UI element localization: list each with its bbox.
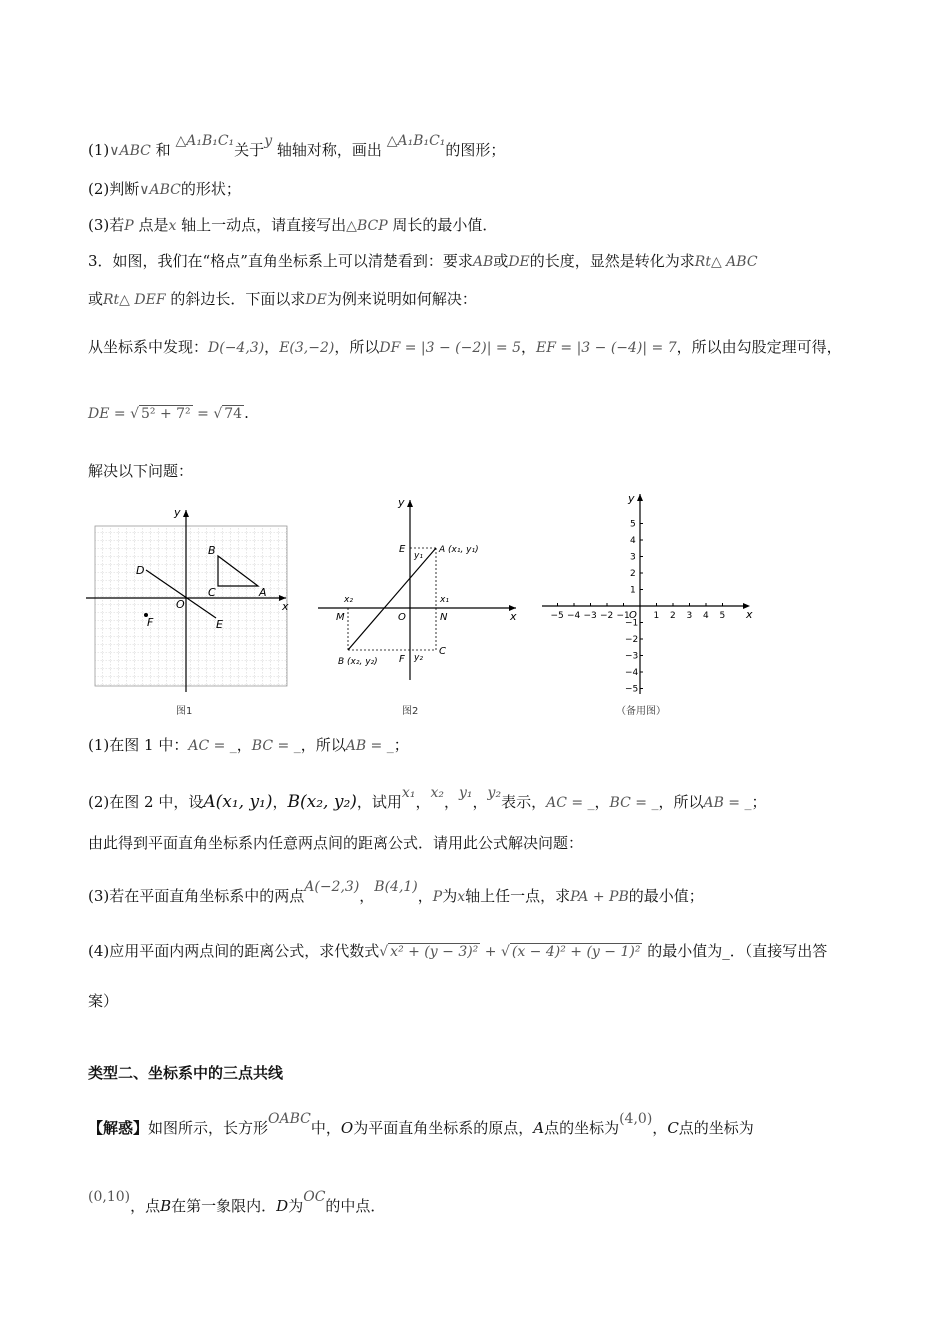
y-tick-label: −4 [625, 668, 639, 678]
text: 或 [88, 290, 104, 308]
y-tick-label: 1 [630, 585, 636, 596]
q3-intro-line2 [88, 288, 477, 311]
math-point-d: D(−4,3) [208, 340, 265, 356]
math-eq: = [192, 406, 214, 422]
math-y: y [264, 133, 273, 149]
label-y2: y₂ [414, 653, 423, 663]
text: ； [393, 736, 409, 754]
math-p: P [432, 889, 443, 905]
text: 轴上一动点，请直接写出 [181, 216, 347, 234]
math-a: A [533, 1119, 545, 1137]
text: 的形状； [180, 180, 241, 198]
segment-ab [348, 548, 436, 650]
y-tick-label: 3 [630, 552, 636, 563]
text: 轴轴对称，画出 [276, 141, 382, 159]
math-p: P [124, 218, 134, 234]
y-tick-label: −2 [625, 635, 639, 645]
text: (1)在图 1 中： [88, 736, 189, 754]
math-oc: OC [303, 1189, 326, 1205]
x-tick-label: −1 [616, 611, 630, 621]
label-b: B (x₂, y₂) [338, 657, 378, 667]
q3-distance-formula-note [88, 832, 583, 854]
text: 的长度，显然是转化为求 [529, 252, 695, 270]
math-triangle-abc: ∨ABC [109, 143, 151, 159]
y-axis-arrow [407, 500, 413, 507]
text: ，所以由勾股定理可得， [676, 338, 842, 356]
text: ， [652, 1119, 668, 1137]
q2-part1 [88, 130, 505, 162]
math-triangle-a1b1c1: △A₁B₁C₁ [175, 133, 235, 149]
y-tick-label: −5 [625, 684, 639, 695]
section-2-line1 [88, 1108, 754, 1139]
text: 为平面直角坐标系的原点， [353, 1119, 534, 1137]
math-sqrt-5-7: 5² + 7² [141, 406, 191, 422]
label-e: E [399, 544, 406, 555]
label-y1: y₁ [414, 551, 423, 561]
label-x2: x₂ [344, 595, 353, 605]
text: 和 [155, 141, 171, 159]
text: 点的坐标为 [678, 1119, 754, 1137]
math-x: x [457, 889, 466, 905]
text: 从坐标系中发现： [88, 338, 209, 356]
q3-part4: (4)应用平面内两点间的距离公式，求代数式√ x² + (y − 3)² + √ (x − 4)² + (y − 1)² 的最小值为_．（直接写出答 [88, 942, 828, 960]
text: 或 [493, 252, 509, 270]
text: 为 [288, 1197, 304, 1215]
math-df: DF = |3 − (−2)| = 5 [379, 340, 521, 356]
text: . [244, 404, 249, 422]
label-x: x [510, 610, 517, 623]
math-de: DE [508, 254, 530, 270]
text: (3)若 [88, 216, 125, 234]
text: ， [417, 887, 433, 905]
math-de: DE [305, 292, 327, 308]
label-b: B [208, 544, 216, 557]
y-tick-label: 2 [630, 569, 636, 579]
y-tick-label: 4 [630, 536, 636, 546]
text: ； [751, 793, 767, 811]
text: ， [359, 887, 375, 905]
y-axis-arrow [637, 494, 643, 501]
label-y: y [174, 506, 181, 519]
label-c: C [439, 646, 446, 657]
x-tick-label: 3 [686, 611, 693, 621]
figure-1 [86, 500, 296, 722]
section-2-line2 [88, 1186, 385, 1217]
math-triangle-bcp: △BCP [346, 218, 388, 234]
figure-2 [318, 496, 523, 722]
label-o: O [629, 610, 637, 621]
math-point-b: B(4,1) [374, 879, 418, 895]
math-ab-blank: AB = _ [345, 738, 394, 754]
text: 轴上任一点，求 [465, 887, 571, 905]
math-ac-blank: AC = _ [546, 795, 595, 811]
text: 中， [310, 1119, 341, 1137]
text: 如图所示，长方形 [148, 1119, 269, 1137]
math-de-lhs: DE = [88, 406, 131, 422]
label-f: F [147, 616, 154, 629]
text: 为 [442, 887, 458, 905]
label-d: D [136, 564, 145, 577]
y-axis-arrow [183, 510, 189, 517]
text: ， [272, 793, 288, 811]
math-b: B [160, 1197, 172, 1215]
text: (2)在图 2 中，设 [88, 793, 204, 811]
y-tick-labels [625, 520, 639, 695]
math-point-a: A(x₁, y₁) [203, 792, 273, 812]
math-d: D [276, 1197, 289, 1215]
label-f: F [399, 654, 405, 665]
x-tick-label: −3 [583, 611, 597, 621]
text: (4)应用平面内两点间的距离公式，求代数式 [88, 942, 380, 960]
q3-part2: (2)在图 2 中，设A(x₁, y₁)，B(x₂, y₂)，试用x₁，x₂，y₁，y₂表示，AC = _，BC = _，所以AB = _； [88, 785, 767, 812]
q2-part2 [88, 178, 241, 201]
label-e: E [216, 618, 223, 631]
x-tick-label: −4 [567, 611, 581, 621]
text: 周长的最小值． [392, 216, 498, 234]
text: 3．如图，我们在“格点”直角坐标系上可以清楚看到：要求 [88, 252, 473, 270]
math-ef: EF = |3 − (−4)| = 7 [536, 340, 677, 356]
text: 由此得到平面直角坐标系内任意两点间的距离公式．请用此公式解决问题： [88, 834, 584, 852]
text: 在第一象限内． [171, 1197, 277, 1215]
y-tick-label: −3 [625, 651, 639, 662]
x-tick-label: 1 [653, 611, 660, 621]
text: 的最小值； [628, 887, 704, 905]
text: 为例来说明如何解决： [326, 290, 477, 308]
text: 类型二、坐标系中的三点共线 [88, 1064, 284, 1082]
math-pa-pb: PA + PB [570, 889, 629, 905]
math-bc-blank: BC = _ [609, 795, 659, 811]
math-ab-blank: AB = _ [703, 795, 752, 811]
x-tick-label: −2 [600, 611, 614, 621]
jiehuo-label: 【解惑】 [88, 1119, 149, 1137]
text: 案） [88, 992, 119, 1010]
y-tick-label: −1 [625, 618, 639, 629]
text: ，所以 [300, 736, 346, 754]
q3-solve-heading [88, 460, 193, 482]
text: 的最小值为_．（直接写出答 [647, 942, 828, 960]
text: ， [236, 736, 252, 754]
q3-intro-line3 [88, 336, 842, 359]
text: ，所以 [334, 338, 380, 356]
q3-de-formula: DE = √ 5² + 7² = √ 74 . [88, 404, 249, 422]
math-point-a: A(−2,3) [304, 879, 360, 895]
text: (3)若在平面直角坐标系中的两点 [88, 887, 305, 905]
text: 表示， [501, 793, 547, 811]
math-oabc: OABC [268, 1111, 311, 1127]
math-o: O [340, 1119, 354, 1137]
math-triangle-abc: ∨ABC [139, 182, 181, 198]
math-x1: x₁ [401, 785, 416, 801]
text: 的图形； [445, 141, 506, 159]
math-ac-blank: AC = _ [188, 738, 237, 754]
text: 的斜边长．下面以求 [170, 290, 306, 308]
label-x: x [282, 600, 289, 613]
x-tick-label: −5 [550, 611, 564, 621]
math-sqrt-term1: x² + (y − 3)² [390, 944, 479, 960]
text: ， [264, 338, 280, 356]
text: (1) [88, 141, 110, 159]
label-y: y [628, 492, 635, 505]
y-tick-label: 5 [630, 519, 636, 530]
math-x: x [168, 218, 177, 234]
math-plus: + [480, 944, 501, 960]
math-y1: y₁ [458, 785, 473, 801]
math-ab: AB [472, 254, 494, 270]
grid-background [95, 526, 287, 686]
math-x2: x₂ [430, 785, 444, 801]
figure-1-caption: 图1 [176, 706, 193, 717]
text: (2)判断 [88, 180, 140, 198]
q3-part3 [88, 876, 704, 908]
label-o: O [176, 598, 185, 611]
text: 点是 [138, 216, 169, 234]
text: 的中点． [325, 1197, 386, 1215]
label-m: M [336, 612, 345, 623]
label-o: O [398, 612, 406, 623]
text: 关于 [234, 141, 265, 159]
label-n: N [440, 612, 448, 623]
section-2-title [88, 1062, 283, 1084]
math-bc-blank: BC = _ [251, 738, 301, 754]
math-y2: y₂ [487, 785, 502, 801]
q3-intro-line1 [88, 250, 758, 273]
label-y: y [398, 496, 405, 509]
x-tick-label: 2 [670, 611, 676, 621]
text: ，点 [130, 1197, 161, 1215]
math-triangle-a1b1c1: △A₁B₁C₁ [386, 133, 446, 149]
math-c: C [667, 1119, 679, 1137]
math-sqrt-term2: (x − 4)² + (y − 1)² [511, 944, 641, 960]
math-coord-4-0: (4,0) [619, 1111, 653, 1127]
text: 解决以下问题： [88, 462, 194, 480]
x-tick-label: 5 [719, 611, 726, 621]
math-rt-abc: Rt△ ABC [694, 254, 758, 270]
q3-part1 [88, 734, 409, 757]
math-coord-0-10: (0,10) [88, 1189, 131, 1205]
math-rt-def: Rt△ DEF [103, 292, 166, 308]
text: 点的坐标为 [544, 1119, 620, 1137]
q3-part4-continued [88, 990, 118, 1012]
x-tick-label: 4 [703, 611, 709, 621]
label-c: C [208, 586, 216, 599]
math-sqrt-74: 74 [224, 406, 243, 422]
text: ，所以 [658, 793, 704, 811]
label-x1: x₁ [440, 595, 449, 605]
figure-3-caption: （备用图） [616, 706, 666, 717]
math-point-b: B(x₂, y₂) [287, 792, 357, 812]
text: ，试用 [356, 793, 402, 811]
figure-3 [540, 490, 760, 722]
label-a: A [259, 586, 267, 599]
math-point-e: E(3,−2) [279, 340, 335, 356]
text: ， [520, 338, 536, 356]
q2-part3 [88, 214, 497, 237]
label-a: A (x₁, y₁) [439, 545, 479, 555]
label-x: x [746, 608, 753, 621]
figure-2-caption: 图2 [402, 706, 419, 717]
